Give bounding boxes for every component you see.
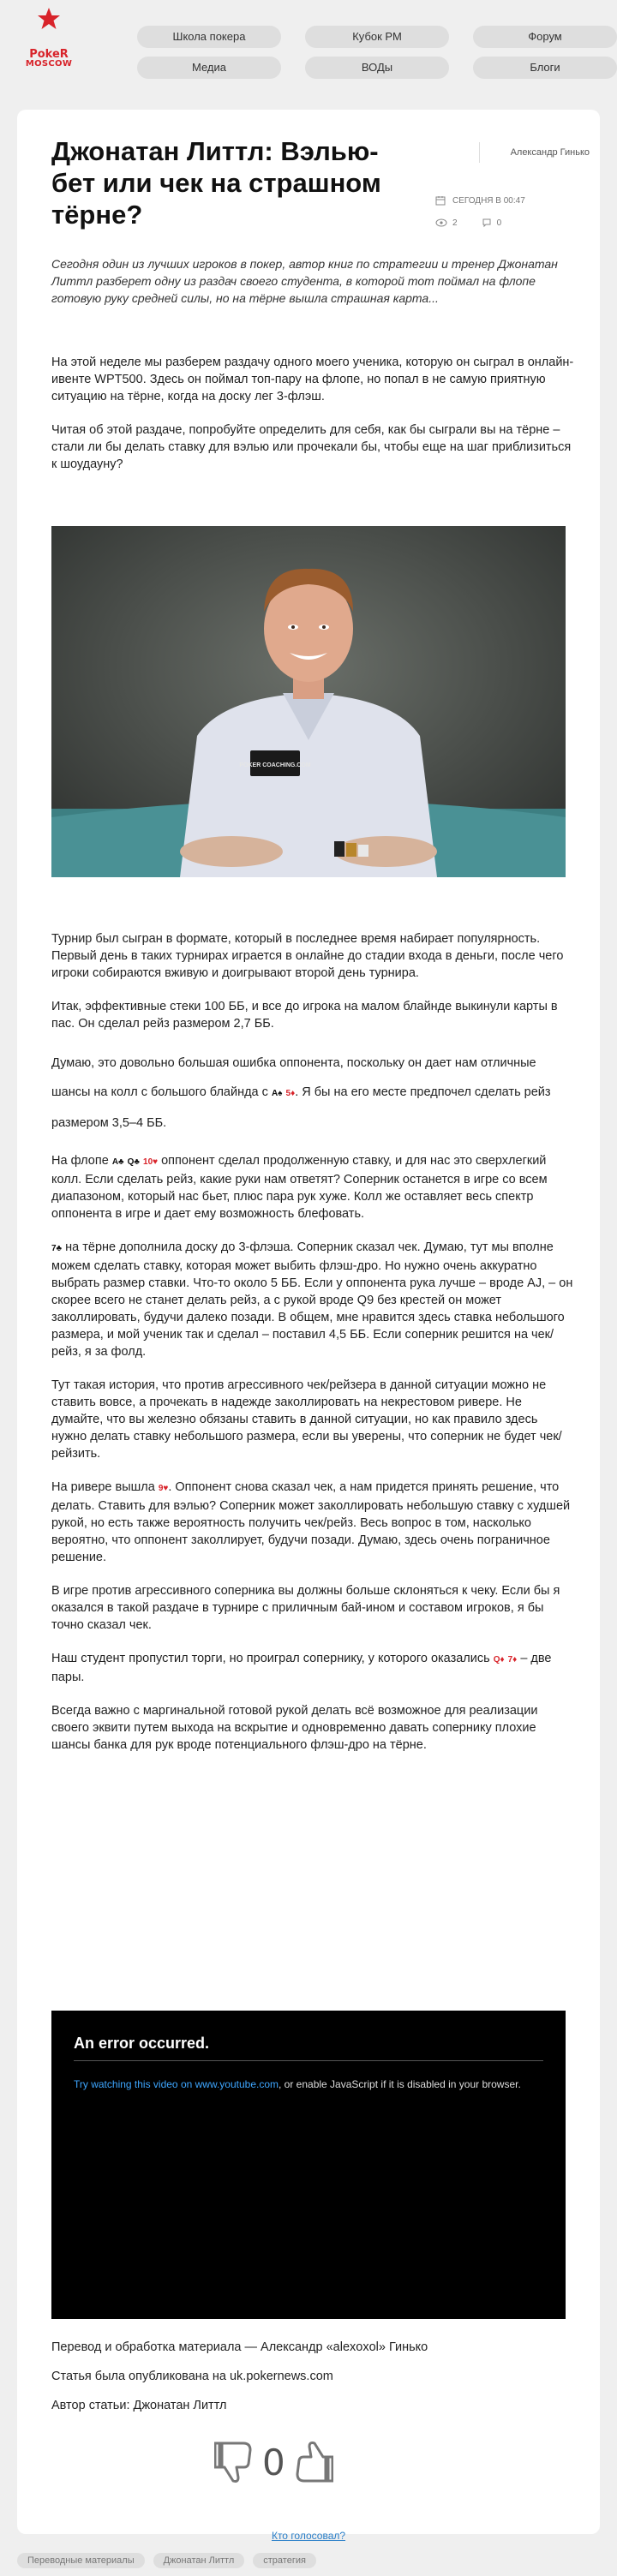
nav-forum[interactable]: Форум bbox=[473, 26, 617, 48]
credit-author: Автор статьи: Джонатан Литтл bbox=[51, 2399, 227, 2412]
article-photo bbox=[51, 526, 566, 877]
date-row bbox=[435, 195, 525, 206]
card-hero-1: A♠ bbox=[271, 1089, 283, 1098]
paragraph-3: Турнир был сыгран в формате, который в последнее время набирает популярность. Первый день в таких турнирах играется в онлайне до стадии входа в деньги, после чего игроки собираются вживую и доигрывают второй день турнира. bbox=[51, 932, 564, 980]
credit-source: Статья была опубликована на uk.pokernews.com bbox=[51, 2370, 333, 2383]
paragraph-12: Всегда важно с маргинальной готовой рукой делать всё возможное для реализации своего эквити путем выхода на вскрытие и одновременно давать сопернику плохие шансы банка для рук вроде потенциального флэш-дро на тёрне. bbox=[51, 1704, 538, 1752]
main-nav bbox=[137, 26, 600, 79]
paragraph-7: 7♣ на тёрне дополнила доску до 3-флэша. Соперник сказал чек. Думаю, тут мы вполне можем сделать ставку, которая может выбить флэш-дро. Но нужно очень аккуратно выбрать размер ставки. Что-то около 5 ББ. Если у оппонента рука лучше – вроде AJ, – он скорее всего не станет делать рейз, а с рукой вроде Q9 без крестей он может заколлировать, будучи далеко позади. В общем, мне нравится здесь ставка небольшого размера, и мой ученик так и сделал – поставил 4,5 ББ. Если соперник решится на чек/рейз, я за фолд. bbox=[51, 1240, 573, 1359]
logo-text bbox=[17, 50, 81, 69]
stats-row bbox=[435, 218, 501, 228]
calendar-icon bbox=[435, 195, 446, 206]
card-villain-1: Q♦ bbox=[493, 1655, 505, 1665]
logo-line-2: MOSCOW bbox=[25, 59, 73, 69]
article-meta bbox=[435, 142, 590, 228]
vote-widget bbox=[214, 2438, 333, 2486]
paragraph-6: На флопе A♣ Q♣ 10♥ оппонент сделал продолженную ставку, и для нас это сверхлегкий колл. Если сделать рейз, какие руки нам ответят? Соперник останется в игре со всем диапазоном, который нас бьет, плюс пара рук хуже. Колл же оставляет весь спектр оппонента в игре и дает ему возможность блефовать. bbox=[51, 1154, 548, 1221]
youtube-link[interactable]: Try watching this video on www.youtube.com bbox=[74, 2078, 279, 2090]
author-name[interactable]: Александр Гинько bbox=[510, 147, 590, 158]
credit-translation: Перевод и обработка материала — Александр «alexoxol» Гинько bbox=[51, 2340, 428, 2354]
paragraph-11: Наш студент пропустил торги, но проиграл сопернику, у которого оказались Q♦ 7♦ – две пары. bbox=[51, 1652, 552, 1684]
card-river: 9♥ bbox=[158, 1484, 169, 1493]
nav-vods[interactable]: ВОДы bbox=[305, 57, 449, 79]
intro-text bbox=[51, 354, 574, 489]
nav-rm-cup[interactable]: Кубок РМ bbox=[305, 26, 449, 48]
author-row[interactable] bbox=[435, 142, 590, 163]
card-villain-2: 7♦ bbox=[507, 1655, 518, 1665]
views-count: 2 bbox=[452, 218, 458, 228]
publish-date: СЕГОДНЯ В 00:47 bbox=[452, 195, 525, 206]
paragraph-5: Думаю, это довольно большая ошибка оппонента, поскольку он дает нам отличные шансы на колл с большого блайнда с A♠ 5♦. Я бы на его месте предпочел сделать рейз размером 3,5–4 ББ. bbox=[51, 1056, 551, 1130]
card-turn: 7♣ bbox=[51, 1244, 63, 1253]
paragraph-9: На ривере вышла 9♥. Оппонент снова сказал чек, а нам придется принять решение, что делать. Ставить для вэлью? Соперник может заколлировать небольшую ставку с худшей рукой, но есть также вероятность получить чек/рейз. Весь вопрос в том, насколько вероятно, что оппонент заколлирует, будучи позади. Думаю, здесь очень пограничное решение. bbox=[51, 1480, 571, 1564]
site-logo[interactable] bbox=[17, 7, 81, 69]
vote-count: 0 bbox=[262, 2441, 285, 2483]
nav-media[interactable]: Медиа bbox=[137, 57, 281, 79]
article-title: Джонатан Литтл: Вэлью-бет или чек на страшном тёрне? bbox=[51, 136, 381, 230]
article-lead: Сегодня один из лучших игроков в покер, автор книг по стратегии и тренер Джонатан Литтл разберет одну из раздач своего студента, в которой тот поймал на флопе готовую руку средней силы, но на тёрне вышла страшная карта... bbox=[51, 257, 558, 305]
thumbs-down-icon[interactable] bbox=[214, 2438, 257, 2486]
paragraph-10: В игре против агрессивного соперника вы должны больше склоняться к чеку. Если бы я оказался в такой раздаче в турнире с приличным бай-ином и составом игроков, я бы точно сказал чек. bbox=[51, 1584, 560, 1632]
who-voted-link[interactable]: Кто голосовал? bbox=[271, 2530, 346, 2542]
article-credits bbox=[51, 2340, 566, 2428]
article-card bbox=[17, 110, 600, 2542]
player-photo bbox=[51, 526, 566, 877]
video-divider bbox=[74, 2060, 543, 2061]
comments-count[interactable]: 0 bbox=[496, 218, 502, 228]
paragraph-4: Итак, эффективные стеки 100 ББ, и все до игрока на малом блайнде выкинули карты в пас. Он сделал рейз размером 2,7 ББ. bbox=[51, 1000, 558, 1031]
star-icon bbox=[37, 7, 61, 31]
card-flop-2: Q♣ bbox=[127, 1157, 140, 1167]
author-avatar bbox=[479, 142, 480, 163]
tag-item[interactable]: стратегия bbox=[253, 2553, 316, 2568]
tag-item[interactable]: Переводные материалы bbox=[17, 2553, 145, 2568]
photo-badge: POKER COACHING.COM bbox=[239, 762, 311, 768]
video-error-title: An error occurred. bbox=[74, 2035, 210, 2052]
video-error-message: Try watching this video on www.youtube.com, or enable JavaScript if it is disabled in your browser. bbox=[74, 2078, 521, 2090]
card-hero-2: 5♦ bbox=[285, 1089, 296, 1098]
paragraph-8: Тут такая история, что против агрессивного чек/рейзера в данной ситуации можно не ставить вовсе, а прочекать в надежде заколлировать на некрестовом ривере. Не думайте, что вы железно обязаны ставить в данной ситуации, но как правило здесь нужно делать ставку небольшого размера, если вы уверены, что соперник не будет чек/рейзить. bbox=[51, 1378, 562, 1461]
tag-list bbox=[17, 2553, 316, 2568]
tag-item[interactable]: Джонатан Литтл bbox=[153, 2553, 245, 2568]
comment-icon[interactable] bbox=[482, 218, 492, 228]
nav-poker-school[interactable]: Школа покера bbox=[137, 26, 281, 48]
analysis-text bbox=[51, 930, 574, 1770]
eye-icon bbox=[435, 218, 447, 227]
site-header bbox=[0, 0, 617, 107]
thumbs-up-icon[interactable] bbox=[291, 2438, 333, 2486]
paragraph-1: На этой неделе мы разберем раздачу одного моего ученика, которую он сыграл в онлайн-ивенте WPT500. Здесь он поймал топ-пару на флопе, но попал в не самую приятную ситуацию на тёрне, когда на доску лег 3-флэш. bbox=[51, 356, 574, 403]
paragraph-2: Читая об этой раздаче, попробуйте определить для себя, как бы сыграли вы на тёрне – стали ли бы делать ставку для вэлью или прочекали бы, чтобы еще на шаг приблизиться к шоудауну? bbox=[51, 423, 572, 471]
card-flop-3: 10♥ bbox=[143, 1157, 159, 1167]
video-embed[interactable] bbox=[51, 2011, 566, 2319]
card-flop-1: A♣ bbox=[111, 1157, 124, 1167]
logo-line-1: PokeR bbox=[29, 48, 69, 61]
nav-blogs[interactable]: Блоги bbox=[473, 57, 617, 79]
